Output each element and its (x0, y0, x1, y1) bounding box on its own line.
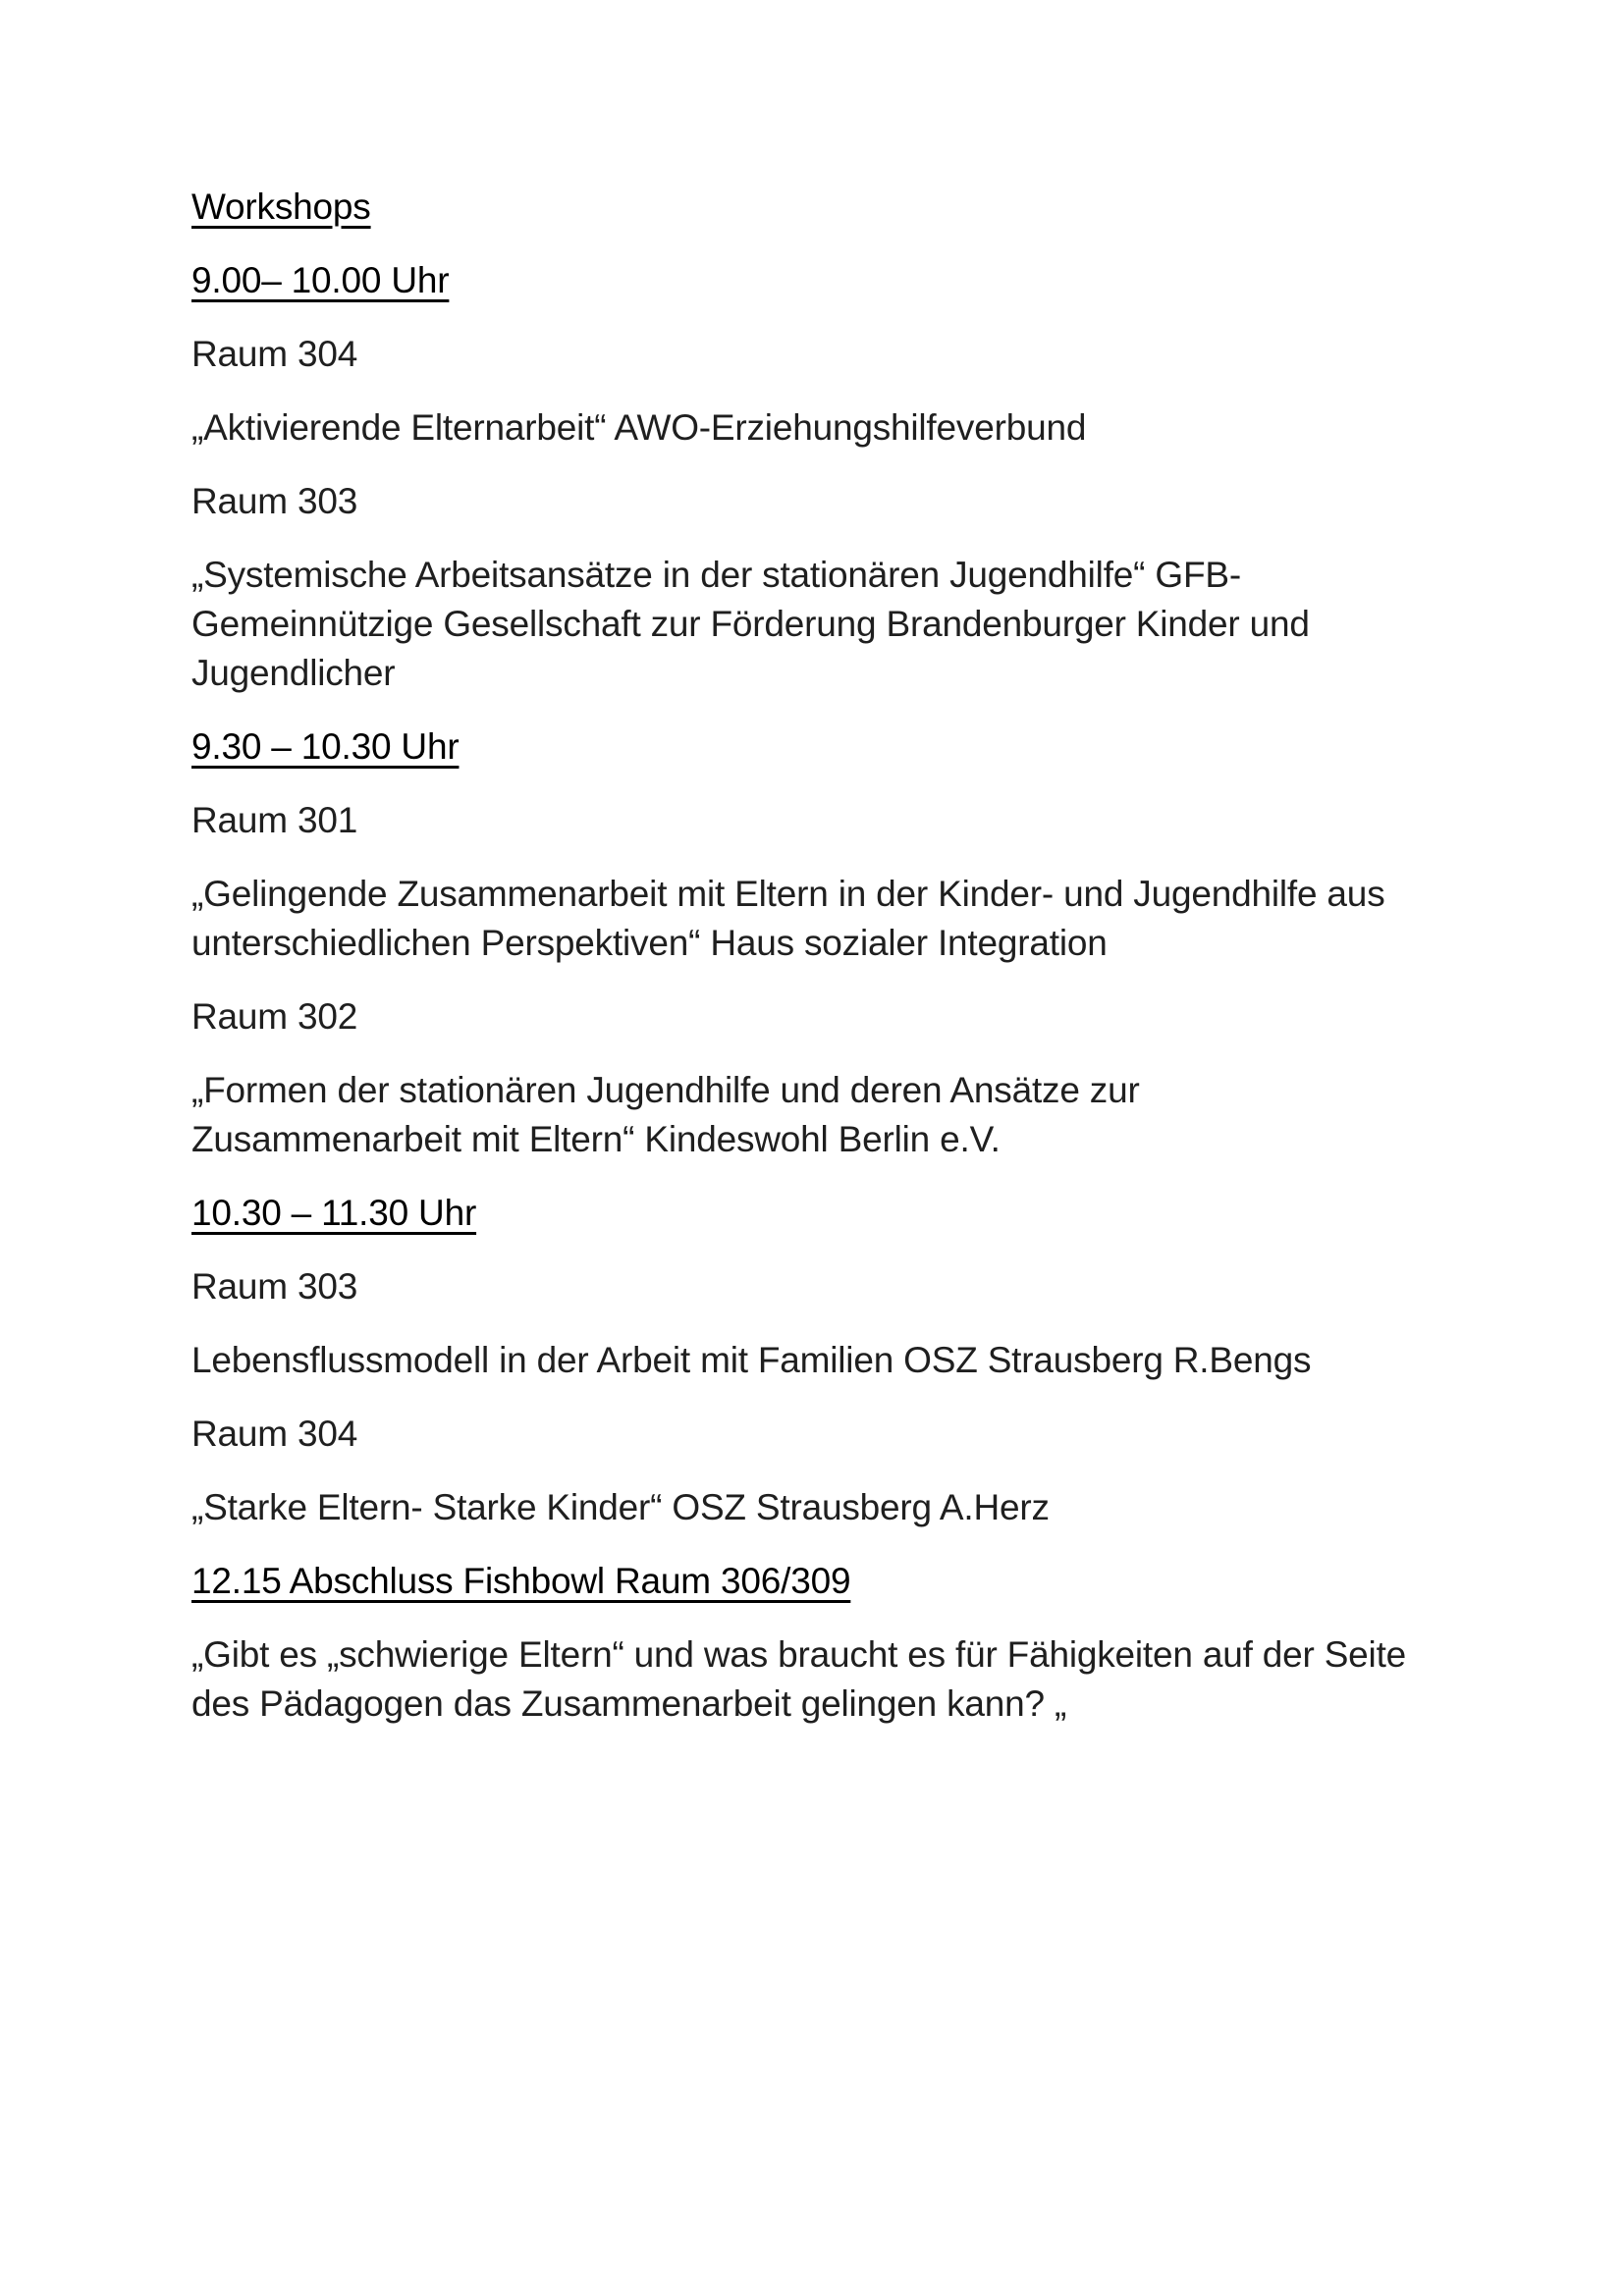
workshop-description: „Starke Eltern- Starke Kinder“ OSZ Strausberg A.Herz (191, 1487, 1050, 1527)
time-heading-2: 9.30 – 10.30 Uhr (191, 726, 460, 767)
workshop-description: „Aktivierende Elternarbeit“ AWO-Erziehungshilfeverbund (191, 407, 1087, 448)
room-label: Raum 304 (191, 334, 358, 374)
room-label: Raum 303 (191, 1266, 358, 1307)
room-label: Raum 303 (191, 481, 358, 521)
workshop-description: „Formen der stationären Jugendhilfe und deren Ansätze zur Zusammenarbeit mit Eltern“ Kindeswohl Berlin e.V. (191, 1070, 1140, 1159)
document-title: Workshops (191, 187, 371, 227)
workshop-description: „Gelingende Zusammenarbeit mit Eltern in der Kinder- und Jugendhilfe aus unterschiedlichen Perspektiven“ Haus sozialer Integration (191, 874, 1385, 963)
room-label: Raum 301 (191, 800, 358, 840)
time-heading-1: 9.00– 10.00 Uhr (191, 260, 450, 300)
room-label: Raum 302 (191, 996, 358, 1037)
workshop-description: Lebensflussmodell in der Arbeit mit Familien OSZ Strausberg R.Bengs (191, 1340, 1312, 1380)
closing-question: „Gibt es „schwierige Eltern“ und was braucht es für Fähigkeiten auf der Seite des Pädagogen das Zusammenarbeit gelingen kann? „ (191, 1634, 1407, 1724)
closing-heading: 12.15 Abschluss Fishbowl Raum 306/309 (191, 1561, 851, 1601)
room-label: Raum 304 (191, 1414, 358, 1454)
time-heading-3: 10.30 – 11.30 Uhr (191, 1193, 477, 1233)
workshop-description: „Systemische Arbeitsansätze in der stationären Jugendhilfe“ GFB-Gemeinnützige Gesellschaft zur Förderung Brandenburger Kinder und Jugendlicher (191, 555, 1310, 693)
